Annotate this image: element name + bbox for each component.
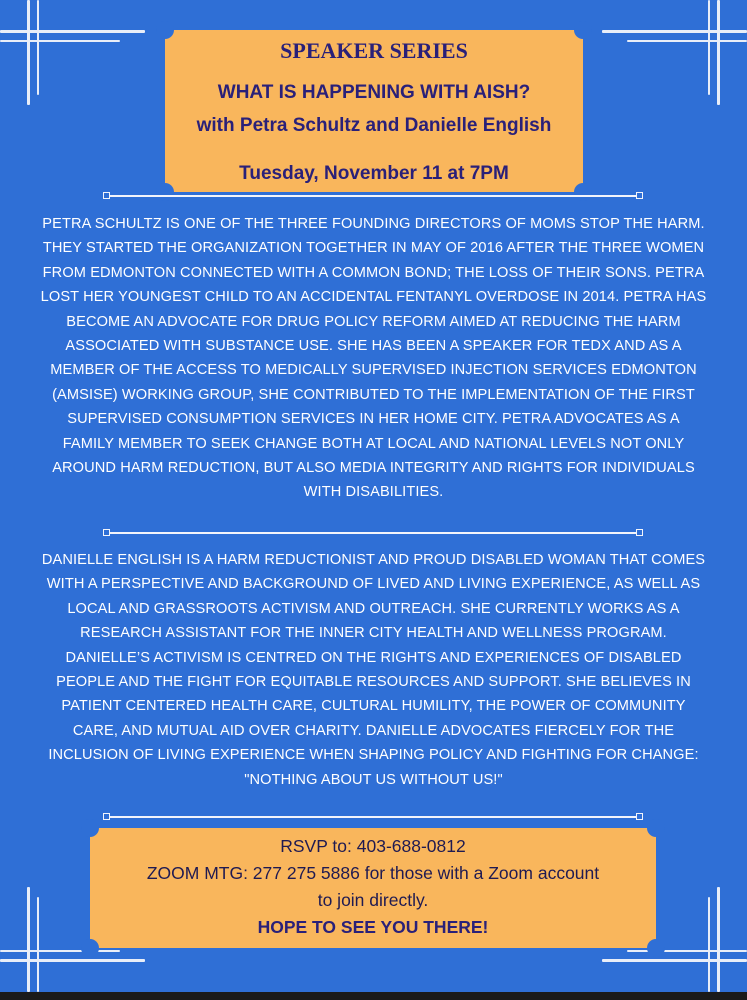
danielle-bio: DANIELLE ENGLISH IS A HARM REDUCTIONIST AND PROUD DISABLED WOMAN THAT COMES WITH A PERSPECTIVE AND BACKGROUND OF LIVED AND LIVING EXPERIENCE, AS WELL AS LOCAL AND GRASSROOTS ACTIVISM AND OUTREACH. SHE CURRENTLY WORKS AS A RESEARCH ASSISTANT FOR THE INNER CITY HEALTH AND WELLNESS PROGRAM. DANIELLE’S ACTIVISM IS CENTRED ON THE RIGHTS AND EXPERIENCES OF DISABLED PEOPLE AND THE FIGHT FOR EQUITABLE RESOURCES AND SUPPORT. SHE BELIEVES IN PATIENT CENTERED HEALTH CARE, CULTURAL HUMILITY, THE POWER OF COMMUNITY CARE, AND MUTUAL AID OVER CHARITY. DANIELLE ADVOCATES FIERCELY FOR THE INCLUSION OF LIVING EXPERIENCE WHEN SHAPING POLICY AND FIGHTING FOR CHANGE: "NOTHING ABOUT US WITHOUT US!" [41,552,706,788]
header-ticket [165,30,583,192]
series-title: SPEAKER SERIES [280,38,468,63]
divider-top [103,191,643,201]
zoom-meeting-info: ZOOM MTG: 277 275 5886 for those with a Zoom account [146,863,600,883]
event-title: WHAT IS HAPPENING WITH AISH? [217,82,531,103]
corner-ornament-top-right [597,0,747,110]
event-date: Tuesday, November 11 at 7PM [239,163,509,184]
petra-bio: PETRA SCHULTZ IS ONE OF THE THREE FOUNDING DIRECTORS OF MOMS STOP THE HARM. THEY STARTED THE ORGANIZATION TOGETHER IN MAY OF 2016 AFTER THE THREE WOMEN FROM EDMONTON CONNECTED WITH A COMMON BOND; THE LOSS OF THEIR SONS. PETRA LOST HER YOUNGEST CHILD TO AN ACCIDENTAL FENTANYL OVERDOSE IN 2014. PETRA HAS BECOME AN ADVOCATE FOR DRUG POLICY REFORM AIMED AT REDUCING THE HARM ASSOCIATED WITH SUBSTANCE USE. SHE HAS BEEN A SPEAKER FOR TEDX AND AS A MEMBER OF THE ACCESS TO MEDICALLY SUPERVISED INJECTION SERVICES EDMONTON (AMSISE) WORKING GROUP, SHE CONTRIBUTED TO THE IMPLEMENTATION OF THE FIRST SUPERVISED CONSUMPTION SERVICES IN HER HOME CITY. PETRA ADVOCATES AS A FAMILY MEMBER TO SEEK CHANGE BOTH AT LOCAL AND NATIONAL LEVELS NOT ONLY AROUND HARM REDUCTION, BUT ALSO MEDIA INTEGRITY AND RIGHTS FOR INDIVIDUALS WITH DISABILITIES. [40,216,707,501]
rsvp-phone: RSVP to: 403-688-0812 [280,836,466,856]
divider-middle [103,528,643,538]
corner-ornament-top-left [0,0,150,110]
closing-message: HOPE TO SEE YOU THERE! [257,917,489,937]
divider-bottom [103,812,643,822]
speakers-line: with Petra Schultz and Danielle English [196,115,552,136]
zoom-meeting-info-cont: to join directly. [317,890,429,910]
rsvp-ticket [90,828,656,948]
